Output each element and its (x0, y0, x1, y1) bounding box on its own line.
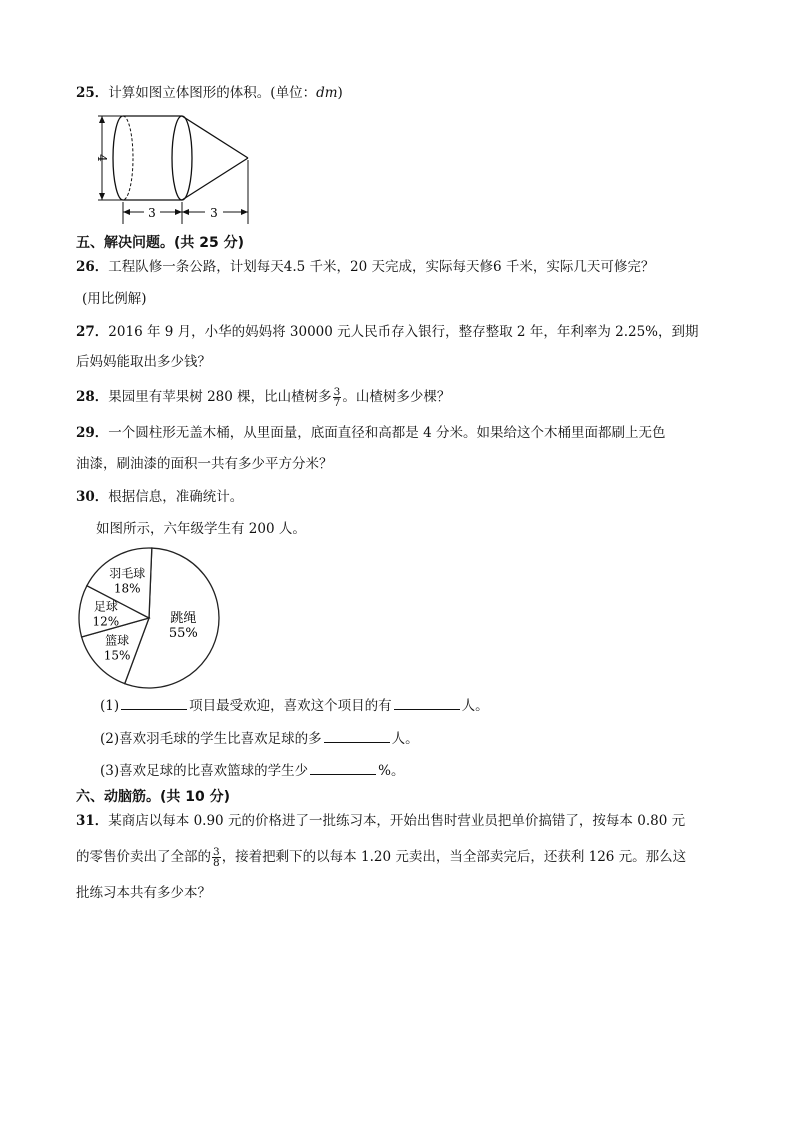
cylinder-length-label: 3 (148, 206, 156, 220)
pie-label-jump-rope: 跳绳 (170, 610, 197, 626)
q30-sub3: (3)喜欢足球的比喜欢篮球的学生少 %。 (100, 760, 404, 780)
q31-line2: 的零售价卖出了全部的 $\frac{3}{8}$ ，接着把剩下的以每本 1.20 元卖出，当全部卖完后，还获利 126 元。那么这 (76, 846, 687, 869)
height-label: 4 (95, 154, 109, 162)
question-text: 一个圆柱形无盖木桶，从里面量，底面直径和高都是 4 分米。如果给这个木桶里面都刷上无色 (108, 425, 666, 441)
q27-line1 (76, 323, 699, 341)
question-text: 计算如图立体图形的体积。(单位： (108, 85, 317, 101)
pie-value-football: 12% (92, 614, 120, 629)
section-heading: 六、动脑筋。(共 10 分) (76, 789, 231, 805)
answer-blank[interactable] (324, 728, 390, 743)
question-number: 31． (76, 813, 109, 829)
q26-line1 (76, 258, 654, 276)
question-number: 29． (76, 425, 109, 441)
cone-length-label: 3 (210, 206, 218, 220)
q27-line2: 后妈妈能取出多少钱？ (76, 354, 211, 370)
q25-line: 25．计算如图立体图形的体积。(单位：dm) (76, 85, 343, 101)
question-number: 28． (76, 389, 109, 405)
q30-intro: 如图所示，六年级学生有 200 人。 (96, 521, 306, 537)
q29-line2: 油漆，刷油漆的面积一共有多少平方分米？ (76, 456, 333, 472)
pie-label-football: 足球 (93, 599, 118, 614)
q31-line1 (76, 812, 685, 830)
q26-line2: (用比例解) (82, 291, 147, 307)
q28-line: 28．果园里有苹果树 280 棵，比山楂树多 $\frac{3}{7}$ 。山楂树多少棵？ (76, 386, 451, 409)
fraction: $\frac{3}{8}$ (213, 846, 220, 869)
q30-line (76, 488, 243, 506)
q29-line1 (76, 424, 665, 442)
question-text: 2016 年 9 月，小华的妈妈将 30000 元人民币存入银行，整存整取 2 年，年利率为 2.25%，到期 (108, 324, 699, 340)
question-text: 某商店以每本 0.90 元的价格进了一批练习本，开始出售时营业员把单价搞错了，按每本 0.80 元 (108, 813, 686, 829)
question-number: 30． (76, 489, 109, 505)
answer-blank[interactable] (121, 695, 187, 710)
unit-text: dm (316, 85, 338, 101)
pie-value-badminton: 18% (113, 581, 141, 596)
question-number: 25． (76, 85, 109, 101)
q30-sub1: (1) 项目最受欢迎，喜欢这个项目的有 人。 (100, 695, 489, 715)
answer-blank[interactable] (310, 760, 376, 775)
pie-label-badminton: 羽毛球 (109, 566, 146, 581)
q31-line3: 批练习本共有多少本？ (76, 885, 211, 901)
answer-blank[interactable] (394, 695, 460, 710)
section-heading: 五、解决问题。(共 25 分) (76, 235, 245, 251)
question-text: 根据信息，准确统计。 (108, 489, 244, 505)
q30-sub2: (2)喜欢羽毛球的学生比喜欢足球的多 人。 (100, 728, 419, 748)
pie-chart (76, 545, 222, 691)
pie-value-basketball: 15% (103, 648, 131, 663)
pie-value-jump-rope: 55% (168, 625, 198, 641)
question-number: 27． (76, 324, 109, 340)
fraction: $\frac{3}{7}$ (333, 386, 341, 409)
question-number: 26． (76, 259, 109, 275)
question-text: 工程队修一条公路，计划每天4.5 千米，20 天完成，实际每天修6 千米，实际几天可修完？ (108, 259, 655, 275)
pie-label-basketball: 篮球 (105, 633, 130, 648)
cylinder-cone-figure (92, 110, 262, 226)
